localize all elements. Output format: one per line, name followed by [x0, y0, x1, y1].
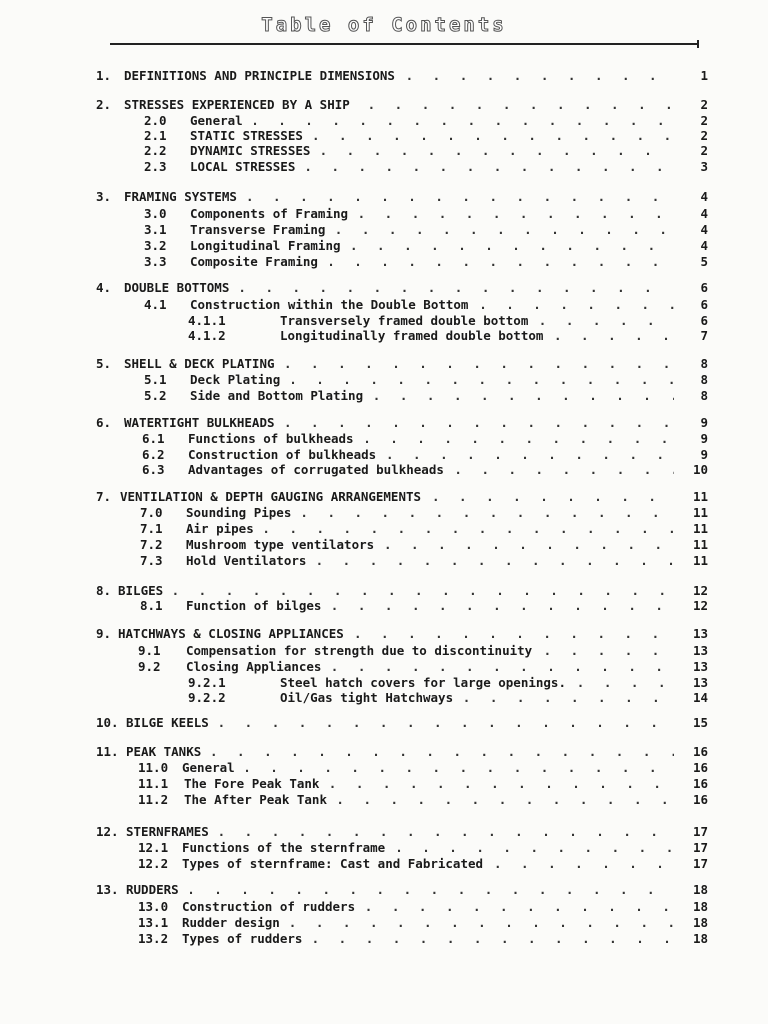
dot-leader [494, 856, 674, 872]
toc-entry-title: Types of rudders [182, 931, 303, 946]
dot-leader [316, 553, 674, 569]
toc-entry [0, 159, 768, 175]
toc-entry-number: 11.1 [138, 776, 169, 791]
toc-entry-number: 1. [96, 68, 112, 83]
toc-entry-page: 16 [692, 776, 708, 791]
toc-entry-title: Components of Framing [190, 206, 349, 221]
toc-entry [0, 356, 768, 372]
dot-leader [354, 626, 674, 642]
dot-leader [251, 113, 674, 129]
toc-entry-page: 13 [692, 626, 708, 641]
toc-entry [0, 792, 768, 808]
toc-entry-title: Construction of rudders [182, 899, 356, 914]
toc-entry-number: 6.3 [142, 462, 165, 477]
dot-leader [243, 760, 674, 776]
toc-entry-number: 12. [96, 824, 119, 839]
toc-entry-page: 4 [700, 189, 708, 204]
toc-entry-number: 3. [96, 189, 112, 204]
toc-entry-title: Deck Plating [190, 372, 281, 387]
dot-leader [384, 537, 674, 553]
dot-leader [218, 715, 674, 731]
toc-entry-title: Oil/Gas tight Hatchways [280, 690, 454, 705]
toc-entry-page: 11 [692, 489, 708, 504]
toc-entry-title: STERNFRAMES [126, 824, 209, 839]
toc-entry-number: 2.1 [144, 128, 167, 143]
toc-entry [0, 553, 768, 569]
toc-entry [0, 206, 768, 222]
toc-entry-title: Mushroom type ventilators [186, 537, 375, 552]
toc-entry-number: 11.2 [138, 792, 169, 807]
dot-leader [368, 97, 674, 113]
toc-entry-number: 5. [96, 356, 112, 371]
toc-entry-title: Functions of the sternframe [182, 840, 386, 855]
toc-entry [0, 643, 768, 659]
toc-entry [0, 388, 768, 404]
toc-entry [0, 297, 768, 313]
toc-entry-page: 17 [692, 840, 708, 855]
toc-entry-title: Side and Bottom Plating [190, 388, 364, 403]
toc-entry-title: DYNAMIC STRESSES [190, 143, 311, 158]
toc-entry-number: 2. [96, 97, 112, 112]
toc-entry [0, 372, 768, 388]
toc-entry-title: STRESSES EXPERIENCED BY A SHIP [124, 97, 350, 112]
toc-entry [0, 882, 768, 898]
dot-leader [284, 415, 674, 431]
toc-entry [0, 626, 768, 642]
toc-entry [0, 143, 768, 159]
toc-entry-title: PEAK TANKS [126, 744, 202, 759]
toc-entry-title: Steel hatch covers for large openings. [280, 675, 566, 690]
toc-entry-title: WATERTIGHT BULKHEADS [124, 415, 275, 430]
toc-entry-title: Construction within the Double Bottom [190, 297, 469, 312]
dot-leader [246, 189, 674, 205]
toc-entry-number: 8. [96, 583, 112, 598]
toc-entry-number: 13.0 [138, 899, 169, 914]
toc-entry-title: Rudder design [182, 915, 280, 930]
toc-entry-page: 9 [700, 431, 708, 446]
toc-entry [0, 760, 768, 776]
toc-entry-page: 17 [692, 824, 708, 839]
dot-leader [327, 254, 674, 270]
toc-entry [0, 97, 768, 113]
toc-entry [0, 447, 768, 463]
toc-entry-page: 5 [700, 254, 708, 269]
toc-entry-page: 13 [692, 675, 708, 690]
toc-entry-page: 6 [700, 297, 708, 312]
toc-entry [0, 222, 768, 238]
toc-entry [0, 505, 768, 521]
toc-entry [0, 254, 768, 270]
toc-entry-title: DEFINITIONS AND PRINCIPLE DIMENSIONS [124, 68, 395, 83]
dot-leader [373, 388, 674, 404]
dot-leader [358, 206, 674, 222]
dot-leader [350, 238, 674, 254]
toc-entry-title: BILGES [118, 583, 164, 598]
toc-entry-page: 4 [700, 206, 708, 221]
toc-entry-title: The Fore Peak Tank [184, 776, 320, 791]
toc-entry-title: Compensation for strength due to discontinuity [186, 643, 533, 658]
toc-entry [0, 824, 768, 840]
toc-entry [0, 583, 768, 599]
toc-entry-title: General [182, 760, 235, 775]
toc-entry-number: 8.1 [140, 598, 163, 613]
dot-leader [187, 882, 674, 898]
toc-entry-title: Function of bilges [186, 598, 322, 613]
page-title: Table of Contents [261, 14, 507, 36]
toc-entry-page: 12 [692, 583, 708, 598]
toc-entry-number: 3.0 [144, 206, 167, 221]
toc-entry-title: Composite Framing [190, 254, 318, 269]
toc-entry-number: 6. [96, 415, 112, 430]
toc-entry-number: 4. [96, 280, 112, 295]
toc-entry [0, 856, 768, 872]
toc-entry-page: 9 [700, 447, 708, 462]
toc-entry [0, 462, 768, 478]
dot-leader [320, 143, 674, 159]
toc-entry-title: FRAMING SYSTEMS [124, 189, 237, 204]
toc-entry-page: 10 [692, 462, 708, 477]
toc-entry-title: Longitudinally framed double bottom [280, 328, 544, 343]
toc-entry-number: 6.1 [142, 431, 165, 446]
toc-entry [0, 431, 768, 447]
dot-leader [544, 643, 674, 659]
dot-leader [304, 159, 674, 175]
toc-entry-page: 13 [692, 643, 708, 658]
toc-entry-title: The After Peak Tank [184, 792, 327, 807]
toc-entry [0, 128, 768, 144]
toc-entry-page: 11 [692, 521, 708, 536]
toc-entry-number: 4.1 [144, 297, 167, 312]
dot-leader [210, 744, 674, 760]
toc-entry-number: 2.2 [144, 143, 167, 158]
dot-leader [363, 431, 674, 447]
toc-entry-title: Transversely framed double bottom [280, 313, 529, 328]
dot-leader [289, 915, 674, 931]
toc-entry [0, 744, 768, 760]
toc-entry-number: 7. [96, 489, 112, 504]
toc-entry [0, 598, 768, 614]
toc-entry-page: 15 [692, 715, 708, 730]
toc-entry-title: Types of sternframe: Cast and Fabricated [182, 856, 484, 871]
dot-leader [262, 521, 674, 537]
toc-entry-number: 9.2.1 [188, 675, 226, 690]
toc-entry [0, 189, 768, 205]
toc-entry-number: 9.2 [138, 659, 161, 674]
toc-entry-page: 14 [692, 690, 708, 705]
toc-entry-page: 7 [700, 328, 708, 343]
toc-entry [0, 313, 768, 329]
dot-leader [386, 447, 674, 463]
toc-entry-number: 11. [96, 744, 119, 759]
dot-leader [432, 489, 674, 505]
toc-entry-page: 11 [692, 505, 708, 520]
toc-entry-title: Sounding Pipes [186, 505, 292, 520]
dot-leader [395, 840, 674, 856]
toc-entry-page: 13 [692, 659, 708, 674]
toc-entry-number: 6.2 [142, 447, 165, 462]
toc-entry-title: RUDDERS [126, 882, 179, 897]
toc-entry-number: 13.2 [138, 931, 169, 946]
dot-leader [312, 128, 674, 144]
toc-entry-page: 8 [700, 356, 708, 371]
dot-leader [329, 776, 674, 792]
toc-entry-number: 3.1 [144, 222, 167, 237]
toc-entry-number: 9. [96, 626, 112, 641]
toc-entry-page: 16 [692, 792, 708, 807]
toc-entry-page: 2 [700, 143, 708, 158]
toc-entry-title: Transverse Framing [190, 222, 326, 237]
toc-entry-page: 4 [700, 238, 708, 253]
toc-entry [0, 280, 768, 296]
toc-entry-page: 2 [700, 128, 708, 143]
dot-leader [284, 356, 674, 372]
toc-entry-number: 3.2 [144, 238, 167, 253]
toc-entry-page: 6 [700, 313, 708, 328]
toc-entry [0, 415, 768, 431]
toc-entry-title: DOUBLE BOTTOMS [124, 280, 230, 295]
toc-entry [0, 690, 768, 706]
dot-leader [335, 222, 674, 238]
toc-entry-title: LOCAL STRESSES [190, 159, 296, 174]
toc-entry-number: 13.1 [138, 915, 169, 930]
dot-leader [454, 462, 674, 478]
toc-entry-title: Hold Ventilators [186, 553, 307, 568]
dot-leader [331, 659, 674, 675]
dot-leader [336, 792, 674, 808]
toc-entry-title: Air pipes [186, 521, 254, 536]
toc-entry [0, 931, 768, 947]
dot-leader [312, 931, 674, 947]
dot-leader [365, 899, 674, 915]
toc-entry-page: 2 [700, 97, 708, 112]
toc-entry-page: 8 [700, 388, 708, 403]
toc-entry-page: 3 [700, 159, 708, 174]
toc-entry-page: 11 [692, 537, 708, 552]
toc-entry-page: 18 [692, 899, 708, 914]
toc-entry-number: 7.2 [140, 537, 163, 552]
dot-leader [300, 505, 674, 521]
toc-entry [0, 659, 768, 675]
toc-entry-page: 1 [700, 68, 708, 83]
toc-entry-number: 4.1.2 [188, 328, 226, 343]
toc-entry-page: 8 [700, 372, 708, 387]
toc-entry-number: 12.2 [138, 856, 169, 871]
toc-entry-number: 13. [96, 882, 119, 897]
toc-entry-title: General [190, 113, 243, 128]
dot-leader [238, 280, 674, 296]
toc-entry-title: HATCHWAYS & CLOSING APPLIANCES [118, 626, 344, 641]
toc-entry-page: 2 [700, 113, 708, 128]
dot-leader [331, 598, 674, 614]
toc-entry-number: 4.1.1 [188, 313, 226, 328]
toc-entry-title: Functions of bulkheads [188, 431, 354, 446]
toc-entry [0, 238, 768, 254]
toc-entry-page: 16 [692, 744, 708, 759]
toc-entry-number: 9.1 [138, 643, 161, 658]
dot-leader [479, 297, 674, 313]
toc-entry-number: 7.3 [140, 553, 163, 568]
toc-entry-number: 9.2.2 [188, 690, 226, 705]
toc-entry-page: 18 [692, 915, 708, 930]
toc-entry [0, 675, 768, 691]
toc-entry-title: Longitudinal Framing [190, 238, 341, 253]
toc-entry-page: 6 [700, 280, 708, 295]
dot-leader [539, 313, 674, 329]
toc-entry-title: STATIC STRESSES [190, 128, 303, 143]
toc-entry [0, 915, 768, 931]
toc-entry [0, 776, 768, 792]
dot-leader [218, 824, 674, 840]
toc-entry [0, 113, 768, 129]
toc-entry-number: 11.0 [138, 760, 169, 775]
toc-entry [0, 899, 768, 915]
toc-entry-title: Construction of bulkheads [188, 447, 377, 462]
toc-entry-page: 18 [692, 931, 708, 946]
toc-entry-number: 2.3 [144, 159, 167, 174]
dot-leader [289, 372, 674, 388]
toc-entry-number: 5.2 [144, 388, 167, 403]
dot-leader [406, 68, 674, 84]
toc-entry-number: 7.0 [140, 505, 163, 520]
toc-entry-page: 17 [692, 856, 708, 871]
toc-entry [0, 328, 768, 344]
toc-entry-title: SHELL & DECK PLATING [124, 356, 275, 371]
toc-entry [0, 68, 768, 84]
toc-entry [0, 521, 768, 537]
toc-entry-number: 3.3 [144, 254, 167, 269]
toc-entry-title: Advantages of corrugated bulkheads [188, 462, 444, 477]
toc-entry-number: 10. [96, 715, 119, 730]
toc-entry-page: 11 [692, 553, 708, 568]
dot-leader [554, 328, 674, 344]
dot-leader [172, 583, 674, 599]
toc-entry-number: 2.0 [144, 113, 167, 128]
toc-entry-page: 18 [692, 882, 708, 897]
toc-entry-page: 16 [692, 760, 708, 775]
toc-entry [0, 715, 768, 731]
dot-leader [577, 675, 674, 691]
toc-entry [0, 489, 768, 505]
toc-entry-page: 12 [692, 598, 708, 613]
toc-entry-page: 4 [700, 222, 708, 237]
toc-entry [0, 840, 768, 856]
toc-entry-number: 5.1 [144, 372, 167, 387]
toc-entry-title: BILGE KEELS [126, 715, 209, 730]
toc-entry-title: VENTILATION & DEPTH GAUGING ARRANGEMENTS [120, 489, 422, 504]
toc-entry-number: 12.1 [138, 840, 169, 855]
dot-leader [463, 690, 674, 706]
toc-entry [0, 537, 768, 553]
toc-entry-page: 9 [700, 415, 708, 430]
toc-entry-title: Closing Appliances [186, 659, 322, 674]
toc-entry-number: 7.1 [140, 521, 163, 536]
